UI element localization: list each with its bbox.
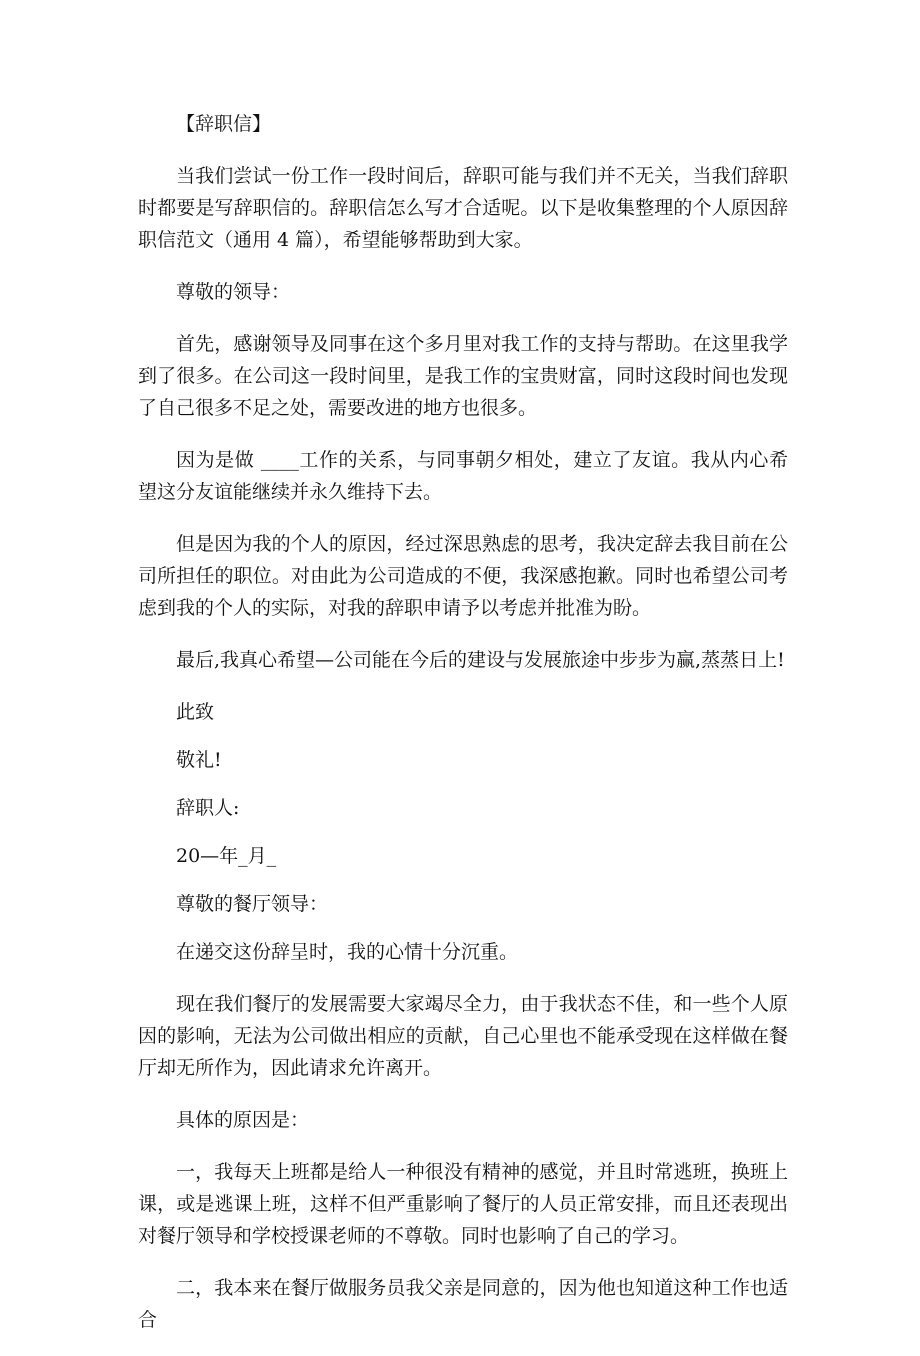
closing-wish: 最后,我真心希望—公司能在今后的建设与发展旅途中步步为赢,蒸蒸日上! xyxy=(176,649,785,671)
body-paragraph: 一，我每天上班都是给人一种很没有精神的感觉，并且时常逃班，换班上课，或是逃课上班，这样不但严重影响了餐厅的人员正常安排，而且还表现出对餐厅领导和学校授课老师的不尊敬。同时也影响了自己的学习。 xyxy=(138,1161,788,1247)
body-paragraph: 具体的原因是： xyxy=(176,1109,310,1131)
body-paragraph: 但是因为我的个人的原因，经过深思熟虑的思考，我决定辞去我目前在公司所担任的职位。对由此为公司造成的不便，我深感抱歉。同时也希望公司考虑到我的个人的实际，对我的辞职申请予以考虑并批准为盼。 xyxy=(138,533,788,619)
closing-regards: 敬礼! xyxy=(176,749,222,771)
intro-paragraph: 当我们尝试一份工作一段时间后，辞职可能与我们并不无关，当我们辞职时都要是写辞职信的。辞职信怎么写才合适呢。以下是收集整理的个人原因辞职信范文（通用 4 篇），希望能够帮助到大家。 xyxy=(138,165,788,251)
date-line: 20—年_月_ xyxy=(176,845,277,867)
body-paragraph: 现在我们餐厅的发展需要大家竭尽全力，由于我状态不佳，和一些个人原因的影响，无法为公司做出相应的贡献，自己心里也不能承受现在这样做在餐厅却无所作为，因此请求允许离开。 xyxy=(138,993,788,1079)
salutation: 尊敬的餐厅领导： xyxy=(176,893,329,915)
document-title: 【辞职信】 xyxy=(176,113,272,135)
body-paragraph: 首先，感谢领导及同事在这个多月里对我工作的支持与帮助。在这里我学到了很多。在公司这一段时间里，是我工作的宝贵财富，同时这段时间也发现了自己很多不足之处，需要改进的地方也很多。 xyxy=(138,333,788,419)
body-paragraph: 因为是做 ____工作的关系，与同事朝夕相处，建立了友谊。我从内心希望这分友谊能继续并永久维持下去。 xyxy=(138,449,788,503)
body-paragraph: 在递交这份辞呈时，我的心情十分沉重。 xyxy=(176,941,519,963)
signature-line: 辞职人: xyxy=(176,797,240,819)
salutation: 尊敬的领导： xyxy=(176,281,291,303)
document-body xyxy=(138,108,788,1356)
body-paragraph: 二，我本来在餐厅做服务员我父亲是同意的，因为他也知道这种工作也适合 xyxy=(138,1277,788,1331)
closing-phrase: 此致 xyxy=(176,701,215,723)
